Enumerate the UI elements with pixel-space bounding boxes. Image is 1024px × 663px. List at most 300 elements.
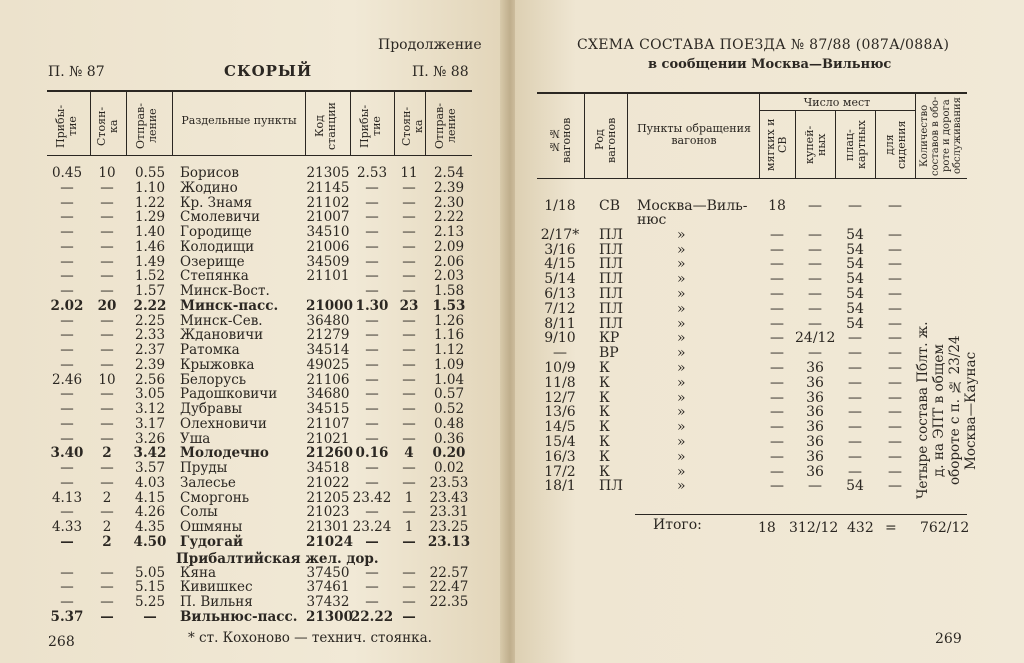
- cell-a: —: [60, 238, 74, 255]
- cell-d: 2.25: [134, 312, 166, 329]
- cell-s: —: [100, 312, 114, 329]
- col-divider: [627, 94, 628, 178]
- total-rule: [635, 514, 967, 515]
- cell-kind: К: [599, 374, 610, 391]
- cell-a2: —: [365, 415, 379, 432]
- cell-d: 1.22: [134, 194, 166, 211]
- cell-d2: 0.02: [433, 460, 465, 476]
- cell-d2: 1.58: [433, 283, 465, 299]
- cell-point: »: [677, 330, 686, 347]
- table-row: [0, 181, 505, 196]
- cell-d: 2.33: [134, 327, 166, 344]
- cell-s2: —: [402, 415, 416, 432]
- cell-a2: —: [365, 474, 379, 491]
- cell-name: Молодечно: [180, 445, 269, 462]
- cell-soft: —: [770, 300, 784, 317]
- cell-platz: —: [848, 360, 862, 376]
- cell-s2: —: [402, 371, 416, 388]
- cell-s2: 11: [400, 165, 418, 181]
- cell-code: 21007: [306, 209, 350, 226]
- cell-a: —: [60, 283, 74, 299]
- table-row: [0, 461, 505, 476]
- table-row: [0, 328, 505, 343]
- cell-s: —: [100, 356, 114, 373]
- cell-code: 21021: [306, 430, 350, 447]
- cell-num: —: [553, 345, 567, 362]
- cell-platz: —: [848, 374, 862, 391]
- cell-s2: 1: [404, 519, 414, 535]
- cell-a2: —: [365, 179, 379, 196]
- cell-a2: —: [365, 268, 379, 285]
- cell-name: Вильнюс-пасс.: [180, 608, 298, 625]
- col-divider: [350, 92, 351, 155]
- cell-s2: —: [402, 194, 416, 211]
- header-points: Пункты обращения вагонов: [637, 122, 751, 147]
- cell-code: 37432: [306, 594, 350, 610]
- cell-name: П. Вильня: [180, 594, 253, 610]
- header-departure: Отправ-ление: [134, 103, 159, 149]
- table-row: [0, 491, 505, 506]
- table-row: [0, 210, 505, 225]
- cell-d: 3.26: [134, 430, 166, 447]
- cell-soft: —: [770, 404, 784, 421]
- col-divider: [915, 94, 916, 178]
- cell-soft: —: [770, 374, 784, 391]
- cell-point: Москва—Виль-: [637, 198, 748, 214]
- cell-s: —: [100, 283, 114, 299]
- cell-sit: —: [888, 315, 902, 332]
- header-arrival-2: Прибы-тие: [358, 104, 383, 148]
- cell-name: Ратомка: [180, 342, 240, 358]
- cell-a: —: [60, 474, 74, 491]
- total-equals: =: [885, 520, 897, 536]
- cell-code: 21023: [306, 504, 350, 521]
- cell-platz: 54: [846, 286, 864, 302]
- cell-coupe: —: [808, 271, 822, 288]
- cell-a: —: [60, 356, 74, 373]
- cell-name: Минск-Сев.: [180, 312, 263, 329]
- cell-point: »: [677, 478, 686, 495]
- cell-kind: ВР: [599, 345, 619, 362]
- cell-d2: 2.30: [433, 194, 465, 211]
- table-row: [515, 287, 1024, 302]
- train-number-right: П. № 88: [412, 64, 469, 80]
- cell-kind: К: [599, 360, 610, 376]
- cell-d2: 2.13: [433, 224, 465, 240]
- cell-soft: —: [770, 241, 784, 258]
- cell-point: »: [677, 226, 686, 243]
- table-row: [0, 196, 505, 211]
- cell-code: 21300: [306, 608, 353, 625]
- cell-d: 1.57: [134, 283, 166, 299]
- cell-point: »: [677, 419, 686, 436]
- cell-soft: —: [770, 478, 784, 495]
- table-row: [0, 595, 505, 610]
- table-row: [515, 213, 1024, 228]
- cell-a2: 23.24: [352, 519, 392, 535]
- cell-d: 2.37: [134, 342, 166, 358]
- cell-name: Олехновичи: [180, 415, 267, 432]
- cell-name: Пруды: [180, 460, 228, 476]
- cell-d2: 22.35: [429, 594, 469, 610]
- cell-kind: К: [599, 434, 610, 450]
- table-row: [0, 432, 505, 447]
- cell-d2: 0.48: [433, 415, 465, 432]
- cell-s2: —: [402, 564, 416, 581]
- cell-kind: К: [599, 389, 610, 406]
- cell-s: —: [100, 342, 114, 358]
- table-row: [0, 284, 505, 299]
- cell-coupe: 24/12: [795, 330, 836, 347]
- cell-name: Ошмяны: [180, 519, 243, 535]
- cell-a: —: [60, 179, 74, 196]
- cell-platz: 54: [846, 256, 864, 273]
- cell-code: 21205: [306, 489, 350, 506]
- cell-s2: —: [402, 608, 416, 625]
- cell-d: 2.56: [134, 371, 166, 388]
- cell-name: Кяна: [180, 564, 217, 581]
- cell-code: 34514: [306, 342, 350, 358]
- cell-a2: —: [365, 194, 379, 211]
- cell-code: 37461: [306, 579, 350, 596]
- continuation-label: Продолжение: [378, 37, 482, 53]
- col-divider: [425, 92, 426, 155]
- cell-d2: 1.04: [433, 371, 465, 388]
- cell-code: 21279: [306, 327, 350, 344]
- cell-name: Белорусь: [180, 371, 247, 388]
- cell-platz: —: [848, 389, 862, 406]
- header-car-kind: Род вагонов: [593, 117, 618, 163]
- cell-coupe: 36: [806, 463, 824, 480]
- header-stop-2: Стоян-ка: [400, 106, 425, 146]
- cell-coupe: 36: [806, 360, 824, 376]
- cell-code: 21106: [306, 371, 350, 388]
- header-platz: плац-картных: [843, 120, 868, 170]
- cell-sit: —: [888, 404, 902, 421]
- cell-num: 17/2: [544, 463, 576, 480]
- cell-name: Солы: [180, 504, 218, 521]
- cell-coupe: 36: [806, 374, 824, 391]
- table-row: [515, 228, 1024, 243]
- cell-coupe: —: [808, 226, 822, 243]
- right-page: [515, 0, 1024, 663]
- cell-coupe: —: [808, 256, 822, 273]
- cell-code: 34509: [306, 253, 350, 270]
- cell-kind: ПЛ: [599, 478, 623, 495]
- cell-s2: —: [402, 312, 416, 329]
- cell-d: 5.05: [134, 564, 166, 581]
- cell-num: 4/15: [544, 256, 576, 273]
- table-row: [0, 387, 505, 402]
- cell-coupe: 36: [806, 419, 824, 436]
- cell-s2: —: [402, 327, 416, 344]
- cell-d2: 2.54: [433, 165, 465, 181]
- cell-point: нюс: [637, 212, 667, 228]
- cell-d: 1.49: [134, 253, 166, 270]
- cell-code: 34510: [306, 224, 350, 240]
- cell-coupe: —: [808, 300, 822, 317]
- cell-s2: —: [402, 579, 416, 596]
- cell-soft: —: [770, 463, 784, 480]
- cell-s: —: [100, 238, 114, 255]
- cell-platz: —: [848, 419, 862, 436]
- cell-kind: К: [599, 463, 610, 480]
- cell-a2: 2.53: [356, 165, 388, 181]
- cell-sit: —: [888, 286, 902, 302]
- cell-code: 34518: [306, 460, 350, 476]
- cell-code: 21301: [306, 519, 350, 535]
- seats-group-rule: [759, 110, 915, 111]
- table-row: [0, 299, 505, 314]
- total-soft: 18: [758, 520, 776, 536]
- header-arrival: Прибы-тие: [54, 104, 79, 148]
- cell-platz: 54: [846, 226, 864, 243]
- cell-sit: —: [888, 463, 902, 480]
- cell-d: 5.15: [134, 579, 166, 596]
- table-row: [515, 257, 1024, 272]
- cell-sit: —: [888, 360, 902, 376]
- cell-sit: —: [888, 448, 902, 465]
- cell-num: 9/10: [544, 330, 576, 347]
- cell-a: —: [60, 342, 74, 358]
- table-row: [0, 535, 505, 550]
- cell-d: 3.12: [134, 401, 166, 417]
- cell-s2: —: [402, 238, 416, 255]
- cell-a: —: [60, 504, 74, 521]
- cell-name: Ждановичи: [180, 327, 264, 344]
- cell-a: —: [60, 224, 74, 240]
- cell-d2: 1.12: [433, 342, 465, 358]
- cell-soft: —: [770, 271, 784, 288]
- cell-s: —: [100, 386, 114, 403]
- cell-d: 4.26: [134, 504, 166, 521]
- total-platz: 432: [847, 520, 874, 536]
- cell-a2: —: [365, 594, 379, 610]
- table-row: [515, 272, 1024, 287]
- cell-a2: —: [365, 564, 379, 581]
- cell-platz: —: [848, 463, 862, 480]
- cell-kind: ПЛ: [599, 256, 623, 273]
- cell-code: 21101: [306, 268, 350, 285]
- table-row: [0, 269, 505, 284]
- cell-s: 10: [98, 371, 116, 388]
- cell-a2: —: [365, 579, 379, 596]
- cell-a2: —: [365, 224, 379, 240]
- cell-d2: 1.16: [433, 327, 465, 344]
- cell-a: —: [60, 268, 74, 285]
- cell-coupe: —: [808, 198, 822, 214]
- cell-d2: 23.13: [427, 533, 471, 550]
- page-number-left: 268: [48, 634, 75, 650]
- cell-s: —: [100, 430, 114, 447]
- cell-d: 1.52: [134, 268, 166, 285]
- cell-code: 49025: [306, 356, 350, 373]
- cell-sit: —: [888, 256, 902, 273]
- cell-a: 3.40: [50, 445, 84, 462]
- cell-kind: К: [599, 419, 610, 436]
- cell-s2: —: [402, 460, 416, 476]
- col-divider: [305, 92, 306, 155]
- cell-code: 34680: [306, 386, 350, 403]
- cell-a2: 22.22: [350, 608, 394, 625]
- cell-s: 2: [102, 519, 112, 535]
- cell-sit: —: [888, 271, 902, 288]
- cell-kind: КР: [599, 330, 620, 347]
- cell-point: »: [677, 434, 686, 450]
- cell-kind: ПЛ: [599, 315, 623, 332]
- cell-a2: 0.16: [355, 445, 389, 462]
- cell-a: 4.33: [51, 519, 83, 535]
- cell-code: 21022: [306, 474, 350, 491]
- cell-kind: К: [599, 404, 610, 421]
- total-label: Итого:: [653, 517, 702, 533]
- cell-soft: —: [770, 226, 784, 243]
- cell-sit: —: [888, 330, 902, 347]
- total-coupe: 312/12: [789, 520, 839, 536]
- side-note: Четыре состава Пблт. ж. д. на ЭПТ в общем обороте с п. № 23/24 Москва—Каунас: [915, 321, 979, 500]
- header-car-numbers: №№ вагонов: [548, 117, 573, 163]
- cell-name: Уша: [180, 430, 211, 447]
- section-heading: Прибалтийская жел. дор.: [176, 550, 379, 567]
- cell-d: 3.17: [134, 415, 166, 432]
- header-coupe: купей-ных: [803, 125, 828, 165]
- cell-code: 36480: [306, 312, 350, 329]
- cell-d2: 22.47: [429, 579, 469, 596]
- cell-d2: 23.25: [429, 519, 469, 535]
- cell-s2: —: [402, 209, 416, 226]
- cell-soft: —: [770, 256, 784, 273]
- cell-sit: —: [888, 374, 902, 391]
- cell-s: —: [100, 253, 114, 270]
- cell-point: »: [677, 271, 686, 288]
- cell-a2: —: [365, 460, 379, 476]
- cell-s2: 4: [404, 445, 414, 462]
- cell-d: 1.29: [134, 209, 166, 226]
- cell-s2: —: [402, 594, 416, 610]
- cell-d2: 2.06: [433, 253, 465, 270]
- cell-a2: —: [365, 401, 379, 417]
- cell-kind: ПЛ: [599, 271, 623, 288]
- table-row: [515, 302, 1024, 317]
- cell-s: —: [100, 224, 114, 240]
- cell-a2: —: [365, 342, 379, 358]
- cell-a: 2.46: [51, 371, 83, 388]
- cell-s2: —: [402, 430, 416, 447]
- cell-point: »: [677, 389, 686, 406]
- cell-soft: —: [770, 330, 784, 347]
- cell-d2: 2.39: [433, 179, 465, 196]
- cell-d: 4.15: [134, 489, 166, 506]
- cell-a: —: [60, 253, 74, 270]
- col-divider: [126, 92, 127, 155]
- cell-name: Радошковичи: [180, 386, 278, 403]
- cell-num: 6/13: [544, 286, 576, 302]
- composition-subtitle: в сообщении Москва—Вильнюс: [648, 57, 892, 72]
- cell-s2: —: [402, 224, 416, 240]
- cell-point: »: [677, 256, 686, 273]
- cell-a: —: [60, 564, 74, 581]
- table-top-rule: [537, 92, 967, 94]
- cell-soft: —: [770, 286, 784, 302]
- cell-a2: —: [365, 283, 379, 299]
- cell-kind: ПЛ: [599, 286, 623, 302]
- cell-point: »: [677, 374, 686, 391]
- cell-d2: 0.57: [433, 386, 465, 403]
- cell-a: —: [60, 194, 74, 211]
- cell-soft: —: [770, 419, 784, 436]
- cell-point: »: [677, 315, 686, 332]
- table-row: [0, 240, 505, 255]
- cell-platz: —: [848, 345, 862, 362]
- cell-sit: —: [888, 300, 902, 317]
- composition-title: СХЕМА СОСТАВА ПОЕЗДА № 87/88 (087А/088А): [577, 37, 950, 53]
- cell-sit: —: [888, 389, 902, 406]
- cell-num: 3/16: [544, 241, 576, 258]
- cell-a2: —: [365, 209, 379, 226]
- cell-platz: 54: [846, 300, 864, 317]
- cell-d2: 1.09: [433, 356, 465, 373]
- cell-d: 3.42: [133, 445, 167, 462]
- cell-a: —: [60, 415, 74, 432]
- cell-coupe: 36: [806, 434, 824, 450]
- cell-platz: 54: [846, 315, 864, 332]
- cell-a: 4.13: [51, 489, 83, 506]
- cell-name: Степянка: [180, 268, 249, 285]
- cell-num: 11/8: [544, 374, 576, 391]
- cell-coupe: 36: [806, 448, 824, 465]
- cell-a: —: [60, 460, 74, 476]
- col-divider: [875, 110, 876, 178]
- cell-platz: —: [848, 448, 862, 465]
- cell-d2: 0.52: [433, 401, 465, 417]
- cell-sit: —: [888, 434, 902, 450]
- cell-kind: К: [599, 448, 610, 465]
- cell-coupe: —: [808, 345, 822, 362]
- cell-s: —: [100, 474, 114, 491]
- cell-num: 5/14: [544, 271, 576, 288]
- cell-s2: —: [402, 268, 416, 285]
- cell-s2: —: [402, 401, 416, 417]
- footnote: * ст. Кохоново — технич. стоянка.: [188, 630, 432, 646]
- cell-a: —: [60, 594, 74, 610]
- cell-kind: ПЛ: [599, 300, 623, 317]
- total-all: 762/12: [920, 520, 970, 536]
- cell-d2: 2.03: [433, 268, 465, 285]
- cell-code: 21260: [306, 445, 353, 462]
- table-row: [0, 446, 505, 461]
- cell-s: —: [100, 268, 114, 285]
- cell-code: 34515: [306, 401, 350, 417]
- cell-point: »: [677, 286, 686, 302]
- cell-num: 13/6: [544, 404, 576, 421]
- table-row: [0, 580, 505, 595]
- header-soft: мягких и СВ: [764, 118, 789, 172]
- cell-platz: 54: [846, 241, 864, 258]
- cell-platz: —: [848, 330, 862, 347]
- cell-code: 37450: [306, 564, 350, 581]
- cell-a: —: [60, 209, 74, 226]
- cell-sit: —: [888, 198, 902, 214]
- cell-code: 21000: [306, 297, 353, 314]
- cell-soft: —: [770, 315, 784, 332]
- cell-name: Дубравы: [180, 401, 243, 417]
- cell-s: 2: [102, 533, 112, 550]
- train-type-title: СКОРЫЙ: [224, 62, 313, 80]
- cell-d2: 23.31: [429, 504, 469, 521]
- cell-s: —: [100, 401, 114, 417]
- cell-s: —: [100, 504, 114, 521]
- col-divider: [584, 94, 585, 178]
